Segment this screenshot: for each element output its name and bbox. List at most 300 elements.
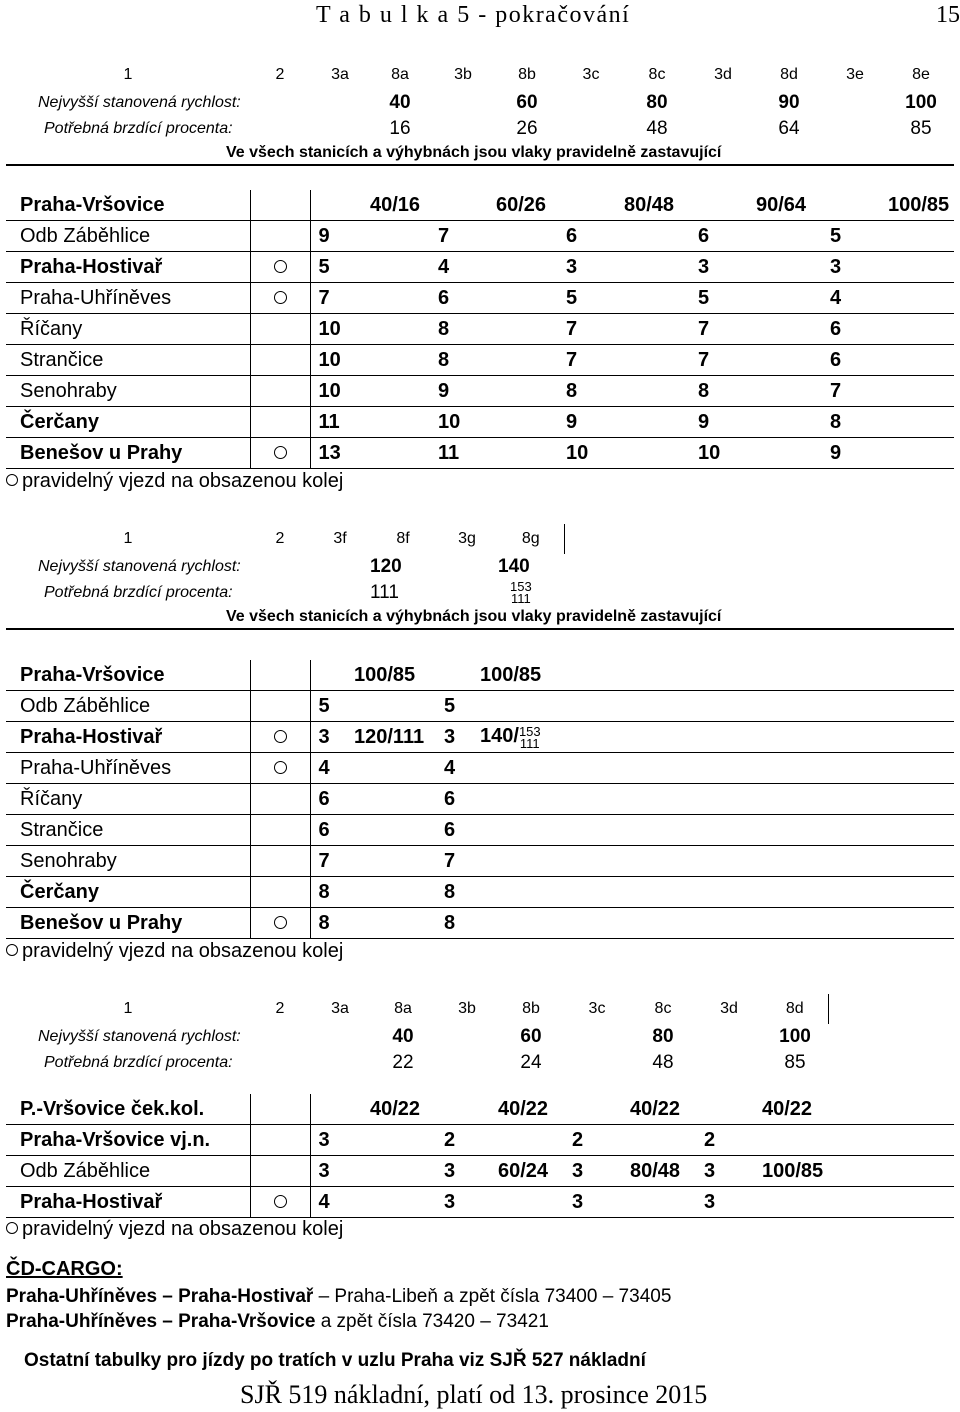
circle-icon xyxy=(274,291,287,304)
empty-cell xyxy=(370,314,430,345)
value-cell: 100/85 xyxy=(888,190,954,221)
circle-cell xyxy=(250,376,310,407)
station-row xyxy=(6,345,954,376)
speed-label: Nejvyšší stanovená rychlost: xyxy=(38,558,241,575)
timetable-block-3 xyxy=(6,994,958,1076)
empty-cell xyxy=(624,221,690,252)
station-name: Praha-Vršovice vj.n. xyxy=(6,1125,250,1156)
value-cell: 40/22 xyxy=(498,1094,564,1125)
empty-cell xyxy=(354,753,436,784)
empty-cell xyxy=(828,1187,954,1218)
speed-brake-value: 100/85 xyxy=(480,663,542,686)
empty-cell xyxy=(370,252,430,283)
value-cell: 7 xyxy=(310,846,354,877)
empty-cell xyxy=(888,252,954,283)
value-cell: 5 xyxy=(310,252,370,283)
empty-cell xyxy=(888,221,954,252)
circle-icon xyxy=(274,916,287,929)
cargo-line-2 xyxy=(6,1311,549,1333)
empty-cell xyxy=(828,1125,954,1156)
column-header: 3c xyxy=(582,66,600,83)
circle-cell xyxy=(250,345,310,376)
empty-cell xyxy=(498,1187,564,1218)
empty-cell xyxy=(370,438,430,469)
brake-label: Potřebná brzdící procenta: xyxy=(44,1054,233,1071)
brake-value: 24 xyxy=(520,1052,542,1073)
column-header: 3a xyxy=(331,66,349,83)
empty-cell xyxy=(310,660,354,691)
value-cell: 6 xyxy=(310,815,354,846)
station-row xyxy=(6,376,954,407)
value-cell: 10 xyxy=(558,438,624,469)
value-cell: 10 xyxy=(430,407,496,438)
station-table xyxy=(6,190,954,469)
empty-cell xyxy=(888,283,954,314)
column-header: 3f xyxy=(333,530,347,547)
value-cell: 2 xyxy=(696,1125,762,1156)
value-cell: 40/22 xyxy=(630,1094,696,1125)
value-cell: 80/48 xyxy=(624,190,690,221)
value-cell: 11 xyxy=(310,407,370,438)
station-row xyxy=(6,691,954,722)
speed-brake-value: 100/85 xyxy=(354,663,416,686)
station-name: Odb Záběhlice xyxy=(6,221,250,252)
legend xyxy=(6,940,343,963)
circle-cell xyxy=(250,252,310,283)
block-2-stations xyxy=(6,660,954,939)
value-cell: 5 xyxy=(558,283,624,314)
value-cell: 8 xyxy=(690,376,756,407)
empty-cell xyxy=(354,846,436,877)
empty-cell xyxy=(690,190,756,221)
value-cell: 3 xyxy=(564,1156,630,1187)
empty-cell xyxy=(354,815,436,846)
value-cell: 6 xyxy=(436,815,480,846)
speed-value: 60 xyxy=(516,92,538,113)
column-header: 3e xyxy=(846,66,864,83)
column-header: 8b xyxy=(518,66,536,83)
timetable-block-2 xyxy=(6,524,954,630)
empty-cell xyxy=(564,722,954,753)
station-name: Praha-Hostivař xyxy=(6,1187,250,1218)
stopping-note: Ve všech stanicích a výhybnách jsou vlaky pravidelně zastavující xyxy=(6,142,954,165)
empty-cell xyxy=(762,1125,828,1156)
footer-note: Ostatní tabulky pro jízdy po tratích v uzlu Praha viz SJŘ 527 nákladní xyxy=(24,1350,646,1371)
empty-cell xyxy=(756,283,822,314)
speed-row xyxy=(6,554,954,580)
value-cell: 60/24 xyxy=(498,1156,564,1187)
circle-icon xyxy=(274,730,287,743)
legend xyxy=(6,1218,343,1241)
speed-value: 90 xyxy=(778,92,800,113)
empty-cell xyxy=(564,908,954,939)
empty-cell xyxy=(696,1094,762,1125)
value-cell: 100/85 xyxy=(762,1156,828,1187)
column-header: 2 xyxy=(275,530,285,547)
value-cell: 40/22 xyxy=(370,1094,436,1125)
value-cell: 10 xyxy=(310,376,370,407)
column-header: 8e xyxy=(912,66,930,83)
value-cell: 7 xyxy=(558,345,624,376)
circle-cell xyxy=(250,1125,310,1156)
brake-label: Potřebná brzdící procenta: xyxy=(44,584,233,601)
station-name: Čerčany xyxy=(6,877,250,908)
station-name: Praha-Uhříněves xyxy=(6,753,250,784)
empty-cell xyxy=(756,314,822,345)
value-cell: 2 xyxy=(564,1125,630,1156)
column-header-row xyxy=(6,524,954,554)
value-cell: 40/16 xyxy=(370,190,430,221)
value-cell: 8 xyxy=(436,908,480,939)
value-cell: 5 xyxy=(690,283,756,314)
value-cell: 8 xyxy=(430,314,496,345)
station-row xyxy=(6,908,954,939)
circle-icon xyxy=(274,761,287,774)
empty-cell xyxy=(564,784,954,815)
value-cell: 3 xyxy=(822,252,888,283)
empty-cell xyxy=(480,877,564,908)
station-name: Benešov u Prahy xyxy=(6,908,250,939)
column-header: 8c xyxy=(654,1000,672,1017)
empty-cell xyxy=(564,877,954,908)
brake-value: 85 xyxy=(784,1052,806,1073)
value-cell: 6 xyxy=(690,221,756,252)
brake-fraction: 153 111 xyxy=(510,579,532,606)
empty-cell xyxy=(354,877,436,908)
circle-cell xyxy=(250,877,310,908)
circle-icon xyxy=(6,944,18,956)
value-cell: 3 xyxy=(310,722,354,753)
station-name: Odb Záběhlice xyxy=(6,691,250,722)
column-header: 2 xyxy=(275,66,285,83)
empty-cell xyxy=(496,407,558,438)
station-row xyxy=(6,407,954,438)
stopping-note: Ve všech stanicích a výhybnách jsou vlaky pravidelně zastavující xyxy=(6,606,954,629)
note-row xyxy=(6,142,954,165)
station-name: Praha-Hostivař xyxy=(6,252,250,283)
value-cell: 4 xyxy=(310,753,354,784)
empty-cell xyxy=(354,691,436,722)
legend xyxy=(6,470,343,493)
value-cell: 3 xyxy=(436,722,480,753)
empty-cell xyxy=(762,1187,828,1218)
value-cell: 40/22 xyxy=(762,1094,828,1125)
station-row xyxy=(6,722,954,753)
station-name: Praha-Vršovice xyxy=(6,660,250,691)
empty-cell xyxy=(354,722,436,753)
empty-cell xyxy=(496,221,558,252)
page-title: T a b u l k a 5 - pokračování xyxy=(316,2,631,28)
station-row xyxy=(6,438,954,469)
empty-cell xyxy=(480,660,564,691)
empty-cell xyxy=(370,1125,436,1156)
value-cell: 4 xyxy=(430,252,496,283)
empty-cell xyxy=(624,314,690,345)
circle-cell xyxy=(250,660,310,691)
page-number: 15 xyxy=(936,2,960,28)
empty-cell xyxy=(310,190,370,221)
fraction-numerator: 153 xyxy=(518,723,541,739)
value-cell: 3 xyxy=(564,1187,630,1218)
value-cell: 11 xyxy=(430,438,496,469)
value-cell: 7 xyxy=(430,221,496,252)
empty-cell xyxy=(756,407,822,438)
value-cell: 5 xyxy=(822,221,888,252)
column-header: 1 xyxy=(123,1000,133,1017)
legend-text: pravidelný vjezd na obsazenou kolej xyxy=(22,470,344,492)
cargo-title: ČD-CARGO: xyxy=(6,1258,123,1280)
value-cell: 5 xyxy=(436,691,480,722)
empty-cell xyxy=(624,438,690,469)
circle-icon xyxy=(274,260,287,273)
value-cell: 5 xyxy=(310,691,354,722)
value-cell: 3 xyxy=(436,1187,498,1218)
value-cell: 3 xyxy=(696,1156,762,1187)
value-cell: 9 xyxy=(690,407,756,438)
empty-cell xyxy=(310,1094,370,1125)
brake-row xyxy=(6,1050,958,1076)
station-name: Strančice xyxy=(6,815,250,846)
circle-cell xyxy=(250,1156,310,1187)
value-cell: 7 xyxy=(690,345,756,376)
circle-cell xyxy=(250,407,310,438)
station-row xyxy=(6,784,954,815)
circle-icon xyxy=(6,1222,18,1234)
value-cell: 2 xyxy=(436,1125,498,1156)
value-cell: 3 xyxy=(558,252,624,283)
circle-cell xyxy=(250,1094,310,1125)
station-row xyxy=(6,815,954,846)
empty-cell xyxy=(888,376,954,407)
empty-cell xyxy=(436,1094,498,1125)
empty-cell xyxy=(496,376,558,407)
station-name: Strančice xyxy=(6,345,250,376)
empty-cell xyxy=(354,908,436,939)
empty-cell xyxy=(370,407,430,438)
empty-cell xyxy=(430,190,496,221)
station-row xyxy=(6,846,954,877)
empty-cell xyxy=(564,691,954,722)
cargo-route: Praha-Uhříněves – Praha-Hostivař xyxy=(6,1286,314,1307)
column-header: 8c xyxy=(648,66,666,83)
empty-cell xyxy=(480,908,564,939)
empty-cell xyxy=(480,753,564,784)
circle-icon xyxy=(6,474,18,486)
empty-cell xyxy=(564,753,954,784)
empty-cell xyxy=(370,376,430,407)
column-header: 8b xyxy=(522,1000,540,1017)
empty-cell xyxy=(354,784,436,815)
speed-row xyxy=(6,90,954,116)
empty-cell xyxy=(756,252,822,283)
column-header: 3g xyxy=(458,530,476,547)
value-cell: 80/48 xyxy=(630,1156,696,1187)
value-cell: 60/26 xyxy=(496,190,558,221)
station-row xyxy=(6,1094,954,1125)
speed-value: 80 xyxy=(646,92,668,113)
station-name: Praha-Vršovice xyxy=(6,190,250,221)
station-row xyxy=(6,283,954,314)
station-row xyxy=(6,1125,954,1156)
empty-cell xyxy=(888,438,954,469)
value-cell: 9 xyxy=(822,438,888,469)
legend-text: pravidelný vjezd na obsazenou kolej xyxy=(22,1218,344,1240)
speed-value: 100 xyxy=(905,92,937,113)
empty-cell xyxy=(558,190,624,221)
value-cell: 4 xyxy=(436,753,480,784)
brake-value: 48 xyxy=(646,118,668,139)
empty-cell xyxy=(756,345,822,376)
brake-value: 85 xyxy=(910,118,932,139)
station-name: Praha-Hostivař xyxy=(6,722,250,753)
brake-value: 22 xyxy=(392,1052,414,1073)
value-cell: 3 xyxy=(310,1125,370,1156)
value-cell: 8 xyxy=(822,407,888,438)
empty-cell xyxy=(630,1125,696,1156)
circle-cell xyxy=(250,438,310,469)
station-row xyxy=(6,753,954,784)
speed-value: 40 xyxy=(392,1026,414,1047)
column-header: 1 xyxy=(123,66,133,83)
empty-cell xyxy=(888,345,954,376)
circle-icon xyxy=(274,1195,287,1208)
empty-cell xyxy=(480,784,564,815)
value-cell: 10 xyxy=(310,314,370,345)
value-cell: 6 xyxy=(436,784,480,815)
station-row xyxy=(6,1156,954,1187)
station-name: Benešov u Prahy xyxy=(6,438,250,469)
brake-value: 16 xyxy=(389,118,411,139)
value-cell: 7 xyxy=(690,314,756,345)
timetable-block-1 xyxy=(6,60,954,166)
column-header: 8a xyxy=(394,1000,412,1017)
empty-cell xyxy=(828,1094,954,1125)
empty-cell xyxy=(624,345,690,376)
column-header: 1 xyxy=(123,530,133,547)
circle-cell xyxy=(250,691,310,722)
station-name: Praha-Uhříněves xyxy=(6,283,250,314)
column-header: 3c xyxy=(588,1000,606,1017)
cargo-route-detail: a zpět čísla 73420 – 73421 xyxy=(315,1311,549,1332)
page-header xyxy=(0,0,960,30)
value-cell: 8 xyxy=(310,908,354,939)
speed-row xyxy=(6,1024,958,1050)
column-header: 8d xyxy=(785,1000,804,1017)
empty-cell xyxy=(822,190,888,221)
empty-cell xyxy=(370,1156,436,1187)
speed-label: Nejvyšší stanovená rychlost: xyxy=(38,1028,241,1045)
station-row xyxy=(6,877,954,908)
empty-cell xyxy=(496,252,558,283)
station-name: Říčany xyxy=(6,314,250,345)
circle-cell xyxy=(250,784,310,815)
station-row xyxy=(6,1187,954,1218)
value-cell: 3 xyxy=(310,1156,370,1187)
value-cell: 7 xyxy=(310,283,370,314)
empty-cell xyxy=(888,407,954,438)
cargo-route: Praha-Uhříněves – Praha-Vršovice xyxy=(6,1311,316,1332)
station-row xyxy=(6,252,954,283)
brake-fraction xyxy=(518,723,541,751)
value-cell: 6 xyxy=(822,314,888,345)
block-1-stations xyxy=(6,190,954,469)
column-header: 3d xyxy=(714,66,732,83)
value-cell: 6 xyxy=(558,221,624,252)
value-cell: 90/64 xyxy=(756,190,822,221)
circle-cell xyxy=(250,221,310,252)
column-header: 3d xyxy=(720,1000,738,1017)
column-header-row xyxy=(6,994,958,1024)
empty-cell xyxy=(888,314,954,345)
station-name: P.-Vršovice ček.kol. xyxy=(6,1094,250,1125)
value-cell: 7 xyxy=(436,846,480,877)
empty-cell xyxy=(496,438,558,469)
speed-value: 100 xyxy=(779,1026,811,1047)
column-header: 8f xyxy=(396,530,410,547)
station-row xyxy=(6,221,954,252)
empty-cell xyxy=(496,283,558,314)
empty-cell xyxy=(370,1187,436,1218)
circle-cell xyxy=(250,314,310,345)
empty-cell xyxy=(756,438,822,469)
brake-row xyxy=(6,580,954,606)
value-cell: 6 xyxy=(430,283,496,314)
speed-brake-value: 120/111 xyxy=(354,725,425,748)
value-cell: 7 xyxy=(822,376,888,407)
speed-label: Nejvyšší stanovená rychlost: xyxy=(38,94,241,111)
empty-cell xyxy=(480,722,564,753)
empty-cell xyxy=(436,660,480,691)
circle-cell xyxy=(250,908,310,939)
cargo-line-1 xyxy=(6,1286,671,1308)
value-cell: 8 xyxy=(430,345,496,376)
circle-cell xyxy=(250,283,310,314)
empty-cell xyxy=(496,314,558,345)
empty-cell xyxy=(370,221,430,252)
brake-value: 64 xyxy=(778,118,800,139)
empty-cell xyxy=(630,1187,696,1218)
fraction-denominator: 111 xyxy=(519,735,540,751)
brake-value: 48 xyxy=(652,1052,674,1073)
value-cell: 4 xyxy=(822,283,888,314)
circle-cell xyxy=(250,753,310,784)
empty-cell xyxy=(480,815,564,846)
speed-value: 80 xyxy=(652,1026,674,1047)
cargo-route-detail: – Praha-Libeň a zpět čísla 73400 – 73405 xyxy=(313,1286,672,1307)
empty-cell xyxy=(564,1094,630,1125)
value-cell: 10 xyxy=(690,438,756,469)
empty-cell xyxy=(496,345,558,376)
empty-cell xyxy=(828,1156,954,1187)
empty-cell xyxy=(370,345,430,376)
empty-cell xyxy=(370,283,430,314)
empty-cell xyxy=(564,660,954,691)
circle-cell xyxy=(250,1187,310,1218)
empty-cell xyxy=(480,691,564,722)
empty-cell xyxy=(756,221,822,252)
speed-brake-value: 140/ xyxy=(480,724,519,747)
value-cell: 13 xyxy=(310,438,370,469)
station-name: Čerčany xyxy=(6,407,250,438)
empty-cell xyxy=(564,846,954,877)
speed-value: 120 xyxy=(370,556,402,577)
station-table xyxy=(6,660,954,939)
station-name: Senohraby xyxy=(6,376,250,407)
value-cell: 9 xyxy=(310,221,370,252)
column-header: 2 xyxy=(275,1000,285,1017)
value-cell: 3 xyxy=(696,1187,762,1218)
column-header: 8d xyxy=(780,66,798,83)
